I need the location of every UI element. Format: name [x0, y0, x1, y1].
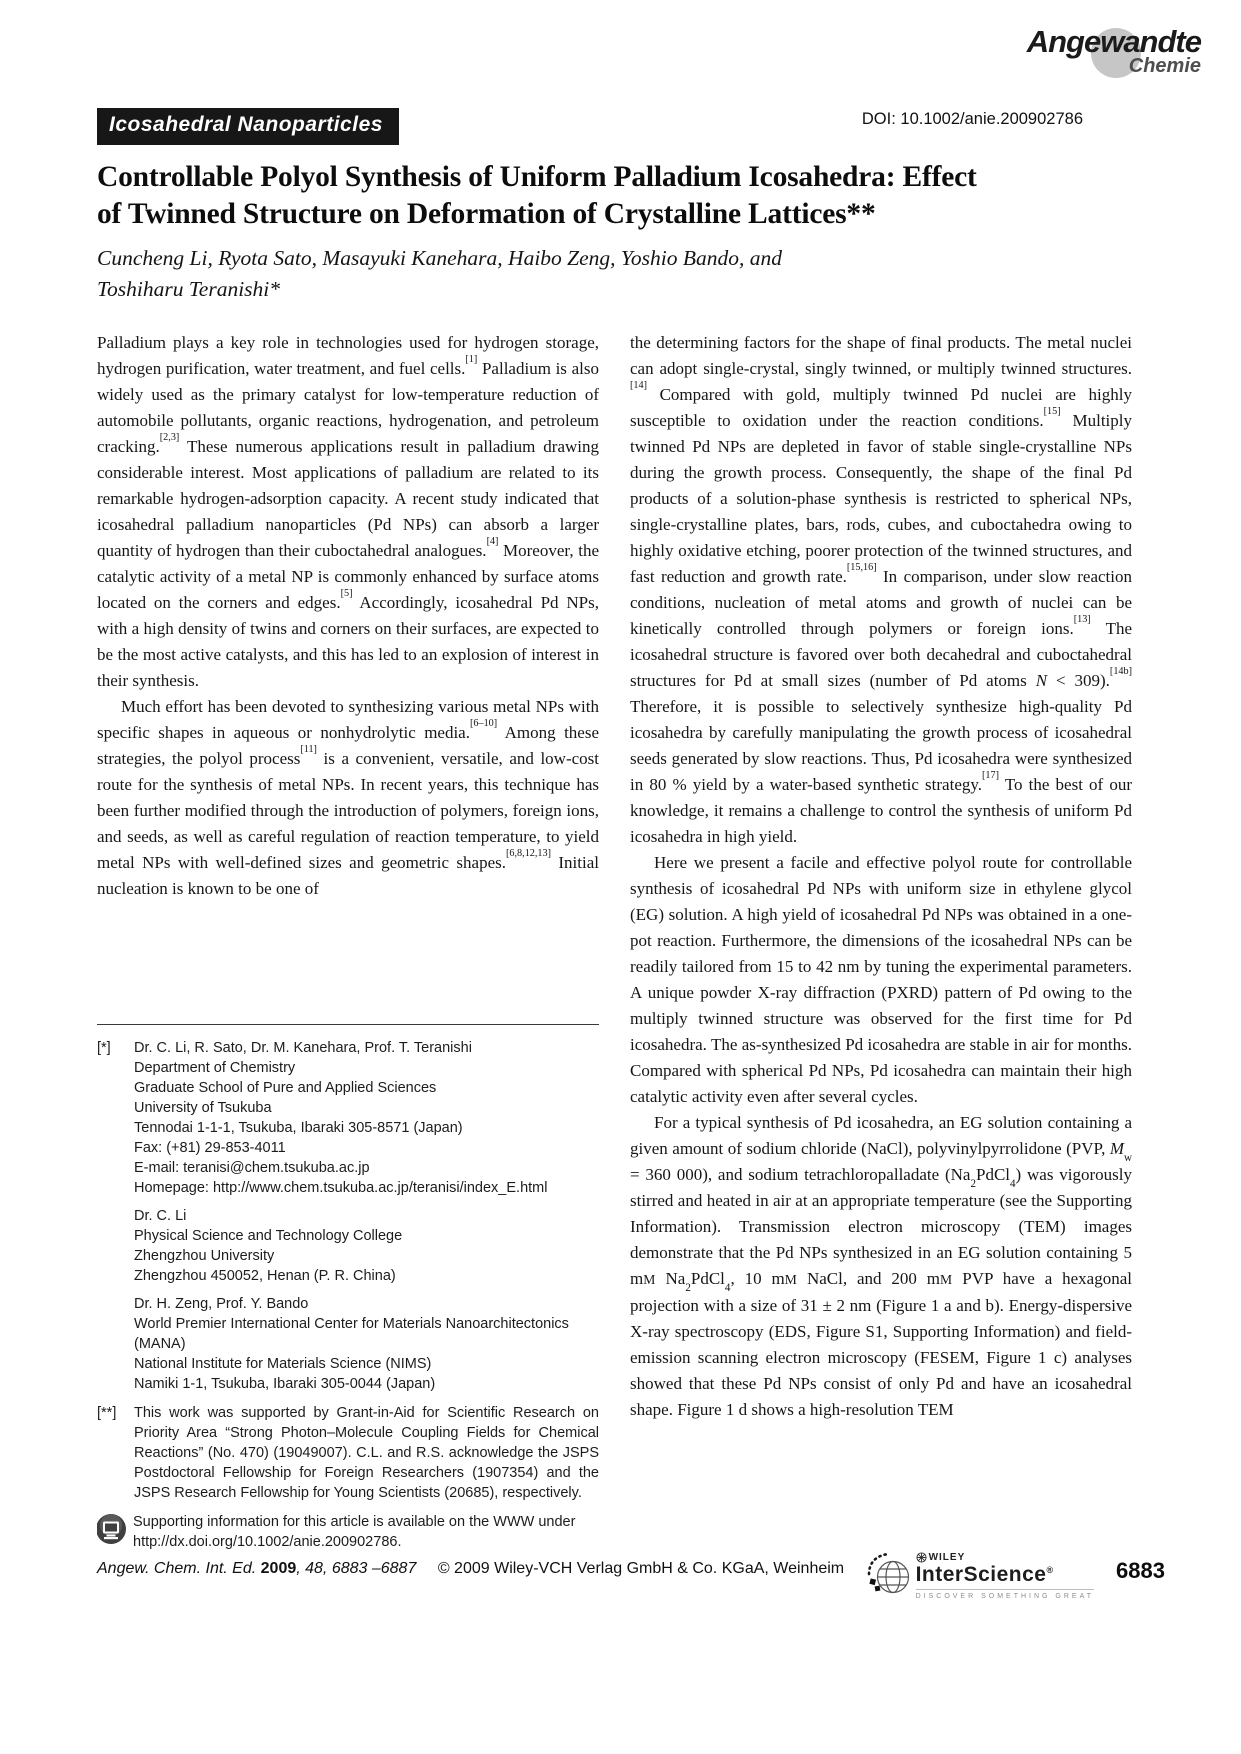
monitor-icon	[97, 1514, 126, 1544]
homepage-line: Homepage: http://www.chem.tsukuba.ac.jp/teranisi/index_E.html	[134, 1180, 548, 1196]
paragraph: Palladium plays a key role in technologies used for hydrogen storage, hydrogen purification, water treatment, and fuel cells.[1] Palladium is also widely used as the primary catalyst for low-temperature reduction of automobile pollutants, organic reactions, hydrogenation, and petroleum cracking.[2,3] These numerous applications result in palladium drawing considerable interest. Most applications of palladium are related to its remarkable hydrogen-adsorption capacity. A recent study indicated that icosahedral palladium nanoparticles (Pd NPs) can absorb a larger quantity of hydrogen than their cuboctahedral analogues.[4] Moreover, the catalytic activity of a metal NP is commonly enhanced by surface atoms located on the corners and edges.[5] Accordingly, icosahedral Pd NPs, with a high density of twins and corners on their surfaces, are expected to be the most active catalysts, and this has led to an explosion of interest in their synthesis.	[97, 333, 599, 690]
affiliation-group	[134, 1038, 599, 1198]
footnote-rule	[97, 1024, 599, 1025]
affiliation-line: Dr. C. Li	[134, 1208, 187, 1224]
affiliation-line: World Premier International Center for Materials Nanoarchitectonics (MANA)	[134, 1316, 569, 1352]
page-footer	[97, 1552, 1165, 1600]
article-title	[97, 159, 1137, 233]
authors-block	[97, 243, 1137, 305]
acknowledgement-footnote	[97, 1403, 599, 1503]
affiliation-line: Graduate School of Pure and Applied Sciences	[134, 1080, 437, 1096]
email-line: E-mail: teranisi@chem.tsukuba.ac.jp	[134, 1160, 370, 1176]
wiley-mark-icon	[916, 1552, 927, 1563]
affiliation-line: Dr. H. Zeng, Prof. Y. Bando	[134, 1296, 309, 1312]
footer-copyright: © 2009 Wiley-VCH Verlag GmbH & Co. KGaA, Weinheim	[437, 1560, 845, 1577]
topic-badge: Icosahedral Nanoparticles	[97, 108, 399, 145]
acknowledgement-text: This work was supported by Grant-in-Aid for Scientific Research on Priority Area “Strong Photon–Molecule Coupling Fields for Chemical Reactions” (No. 470) (19049007). C.L. and R.S. acknowledge the JSPS Postdoctoral Fellowship for Foreign Researchers (1907354) and the JSPS Research Fellowship for Young Scientists (20685), respectively.	[134, 1405, 599, 1501]
globe-icon	[866, 1552, 912, 1596]
footnote-star-label: [*]	[97, 1040, 111, 1056]
affiliation-line: Tennodai 1-1-1, Tsukuba, Ibaraki 305-8571 (Japan)	[134, 1120, 463, 1136]
article-title-line1: Controllable Polyol Synthesis of Uniform Palladium Icosahedra: Effect	[97, 161, 977, 193]
journal-logo	[981, 24, 1201, 78]
paragraph: For a typical synthesis of Pd icosahedra, an EG solution containing a given amount of sodium chloride (NaCl), polyvinylpyrrolidone (PVP, $M_w = 360$ 000), and sodium tetrachloropalladate $(Na_2PdCl_4)$ was vigorously stirred and heated in air at an appropriate temperature (see the Supporting Information). Transmission electron microscopy (TEM) images demonstrate that the Pd NPs synthesized in an EG solution containing 5 mM $Na_2PdCl_4$, 10 mM NaCl, and 200 mM PVP have a hexagonal projection with a size of 31 ± 2 nm (Figure 1 a and b). Energy-dispersive X-ray spectroscopy (EDS, Figure S1, Supporting Information) and field-emission scanning electron microscopy (FESEM, Figure 1 c) analyses showed that these Pd NPs consist of only Pd and have an icosahedral shape. Figure 1 d shows a high-resolution TEM	[630, 1113, 1132, 1419]
affiliation-line: Physical Science and Technology College	[134, 1228, 403, 1244]
journal-brand: Angewandte	[1026, 24, 1201, 59]
affiliation-line: Dr. C. Li, R. Sato, Dr. M. Kanehara, Prof. T. Teranishi	[134, 1040, 472, 1056]
journal-brand-sub: Chemie	[1128, 55, 1201, 77]
paragraph: Here we present a facile and effective polyol route for controllable synthesis of icosahedral Pd NPs with uniform size in ethylene glycol (EG) solution. A high yield of icosahedral Pd NPs was obtained in a one-pot reaction. Furthermore, the dimensions of the icosahedral NPs can be readily tailored from 15 to 42 nm by tuning the experimental parameters. A unique powder X-ray diffraction (PXRD) pattern of Pd owing to the multiply twinned structure was observed for the first time for Pd icosahedra. The as-synthesized Pd icosahedra are stable in air for months. Compared with spherical Pd NPs, Pd icosahedra can maintain their high catalytic activity even after several cycles.	[630, 853, 1132, 1106]
page-number: 6883	[1116, 1558, 1165, 1583]
wiley-wordmark	[916, 1552, 1094, 1563]
paragraph: Much effort has been devoted to synthesizing various metal NPs with specific shapes in aqueous or nonhydrolytic media.[6–10] Among these strategies, the polyol process[11] is a convenient, versatile, and low-cost route for the synthesis of metal NPs. In recent years, this technique has been further modified through the introduction of polymers, foreign ions, and seeds, as well as careful regulation of reaction temperature, to yield metal NPs with well-defined sizes and geometric shapes.[6,8,12,13] Initial nucleation is known to be one of	[97, 697, 599, 898]
article-title-line2: of Twinned Structure on Deformation of Crystalline Lattices**	[97, 198, 876, 230]
affiliation-line: Zhengzhou 450052, Henan (P. R. China)	[134, 1268, 396, 1284]
authors-line2: Toshiharu Teranishi*	[97, 277, 281, 301]
affiliation-line: Fax: (+81) 29-853-4011	[134, 1140, 286, 1156]
footnote-block	[97, 1024, 599, 1552]
affiliation-line: Department of Chemistry	[134, 1060, 296, 1076]
affiliation-group	[134, 1294, 599, 1394]
affiliation-line: Zhengzhou University	[134, 1248, 275, 1264]
registered-mark: ®	[1046, 1565, 1054, 1575]
affiliation-line: Namiki 1-1, Tsukuba, Ibaraki 305-0044 (Japan)	[134, 1376, 436, 1392]
affiliation-line: University of Tsukuba	[134, 1100, 272, 1116]
right-column	[630, 330, 1132, 1552]
footnote-doublestar-label: [**]	[97, 1405, 117, 1421]
paragraph: the determining factors for the shape of final products. The metal nuclei can adopt single-crystal, singly twinned, or multiply twinned structures.[14] Compared with gold, multiply twinned Pd nuclei are highly susceptible to oxidation under the reaction conditions.[15] Multiply twinned Pd NPs are depleted in favor of stable single-crystalline NPs during the growth process. Consequently, the shape of the final Pd products of a solution-phase synthesis is restricted to spherical NPs, single-crystalline plates, bars, rods, cubes, and cuboctahedra owing to highly oxidative etching, poorer protection of the twinned structures, and fast reduction and growth rate.[15,16] In comparison, under slow reaction conditions, nucleation of metal atoms and growth of nuclei can be kinetically controlled through polymers or foreign ions.[13] The icosahedral structure is favored over both decahedral and cuboctahedral structures for Pd at small sizes (number of Pd atoms N < 309).[14b] Therefore, it is possible to selectively synthesize high-quality Pd icosahedra by carefully manipulating the growth process of icosahedral seeds generated by slow reactions. Thus, Pd icosahedra were synthesized in 80 % yield by a water-based synthetic strategy.[17] To the best of our knowledge, it remains a challenge to control the synthesis of uniform Pd icosahedra in high yield.	[630, 333, 1132, 846]
interscience-tagline: DISCOVER SOMETHING GREAT	[916, 1589, 1094, 1600]
footer-citation: Angew. Chem. Int. Ed. 2009, 48, 6883 –6887	[97, 1560, 417, 1577]
left-column	[97, 330, 599, 1552]
wiley-label: WILEY	[928, 1551, 966, 1563]
body-columns	[97, 330, 1132, 1552]
doi-text: DOI: 10.1002/anie.200902786	[861, 110, 1083, 128]
supporting-info-note	[97, 1512, 599, 1552]
interscience-wordmark-block	[916, 1552, 1094, 1600]
supporting-info-text: Supporting information for this article is available on the WWW under http://dx.doi.org/10.1002/anie.200902786.	[133, 1514, 576, 1550]
authors-line1: Cuncheng Li, Ryota Sato, Masayuki Kanehara, Haibo Zeng, Yoshio Bando, and	[97, 246, 783, 270]
interscience-logo	[866, 1552, 1094, 1600]
affiliation-group	[134, 1206, 599, 1286]
affiliation-content	[134, 1038, 599, 1394]
affiliation-line: National Institute for Materials Science (NIMS)	[134, 1356, 432, 1372]
interscience-wordmark: InterScience®	[915, 1563, 1054, 1586]
affiliation-footnote	[97, 1038, 599, 1394]
